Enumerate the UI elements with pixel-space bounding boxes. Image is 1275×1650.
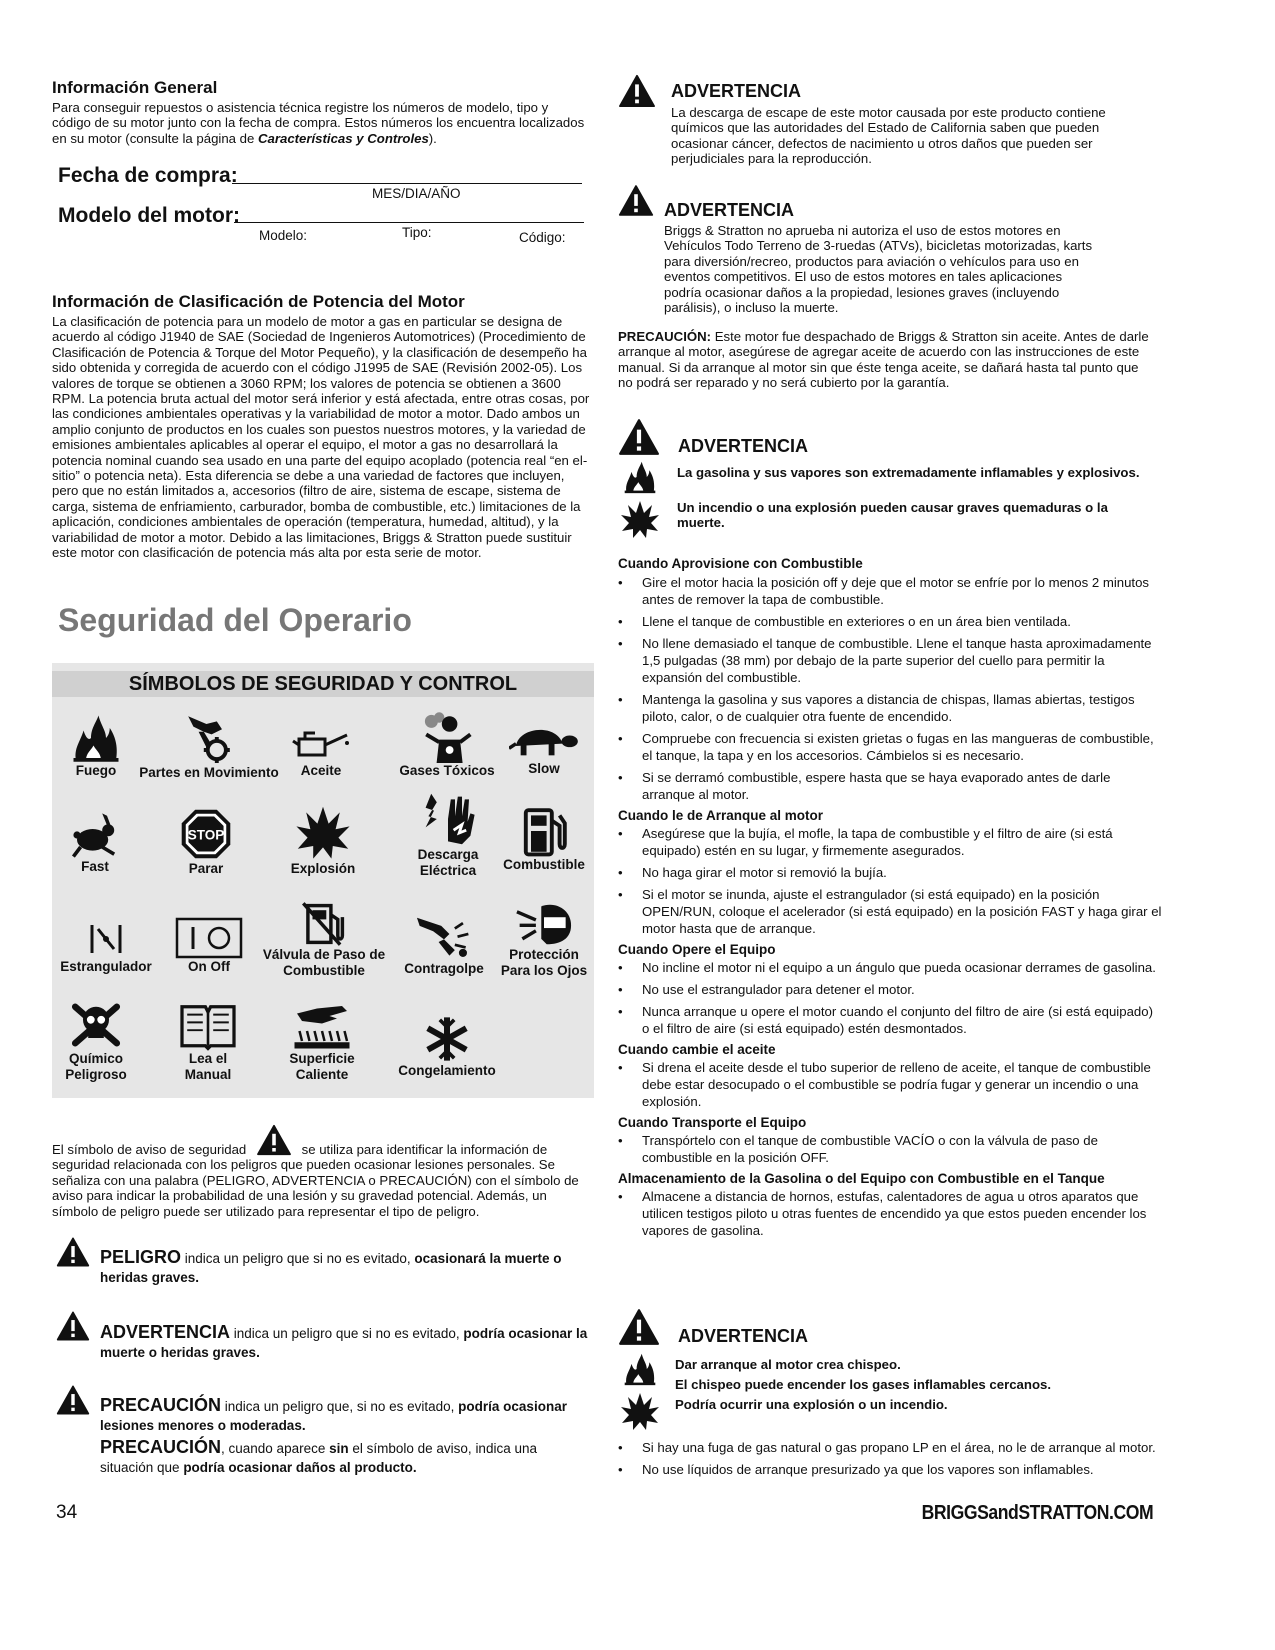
list-item: • Mantenga la gasolina y sus vapores a distancia de chispas, llamas abiertas, testigos piloto, calor, o de cualquier otra fuente de encendido. — [618, 691, 1163, 725]
list-item: • Transpórtelo con el tanque de combustible VACÍO o con la válvula de paso de combustible en la posición OFF. — [618, 1132, 1163, 1166]
symbol-stop — [170, 807, 242, 877]
warning-3-title: ADVERTENCIA — [678, 436, 809, 456]
code-hint: Código: — [519, 230, 566, 245]
list-item: • Almacene a distancia de hornos, estufas, calentadores de agua u otros aparatos que utilicen testigos piloto u otras fuentes de encendido ya que estos pueden encender los vapores de gasolina. — [618, 1188, 1163, 1239]
symbol-hot-surface — [280, 1001, 364, 1083]
caution-word-plain: PRECAUCIÓN — [100, 1437, 222, 1457]
manual-book-icon — [176, 999, 240, 1051]
warning-2-text: Briggs & Stratton no aprueba ni autoriza el uso de estos motores en Vehículos Todo Terreno de 3-ruedas (ATVs), bicicletas motorizadas, karts para diversión/recreo, productos para aviación o vehículos para uso en eventos competitivos. El uso de estos motores en tales aplicaciones podría ocasionar daños a la propiedad, lesiones graves (incluyendo parálisis), o incluso la muerte. — [664, 223, 1093, 316]
symbol-slow — [508, 717, 580, 777]
alert-symbol-explanation — [52, 1124, 590, 1219]
list-item: • Si drena el aceite desde el tubo superior de relleno de aceite, el tanque de combustible debe estar desocupado o el combustible se podría fugar y generar un incendio o una explosión. — [618, 1059, 1163, 1110]
symbol-freezing — [392, 1015, 502, 1079]
warning-3-alert-icon — [618, 418, 660, 456]
transport-list — [618, 1132, 1163, 1166]
engine-model-label: Modelo del motor: — [58, 204, 240, 227]
symbol-label: Estrangulador — [60, 959, 152, 974]
general-text-b: ). — [428, 130, 437, 146]
warning-alert-icon — [56, 1310, 90, 1342]
list-item: • Nunca arranque u opere el motor cuando el conjunto del filtro de aire (si está equipado) o el filtro de aire (si está equipado) estén desmontados. — [618, 1003, 1163, 1037]
type-hint: Tipo: — [402, 225, 432, 240]
danger-text: indica un peligro que si no es evitado, — [181, 1251, 415, 1266]
general-info-heading: Información General — [52, 78, 218, 97]
fueling-heading: Cuando Aprovisione con Combustible — [618, 556, 863, 571]
symbol-read-manual — [168, 999, 248, 1083]
transport-heading: Cuando Transporte el Equipo — [618, 1115, 807, 1130]
safety-symbols-header: SÍMBOLOS DE SEGURIDAD Y CONTROL — [52, 671, 594, 697]
warning-1-alert-icon — [618, 74, 656, 108]
oil-can-icon — [291, 725, 351, 763]
symbol-label: Fast — [81, 859, 109, 874]
symbol-moving-parts — [134, 711, 284, 781]
caution-no-oil — [618, 329, 1156, 391]
caution-definition — [100, 1396, 590, 1435]
fire-icon — [620, 1352, 660, 1386]
operator-safety-title: Seguridad del Operario — [58, 602, 412, 638]
symbol-label: Parar — [188, 861, 224, 876]
danger-definition — [100, 1248, 590, 1287]
stop-sign-text: STOP — [187, 827, 225, 843]
safety-alert-icon — [254, 1124, 294, 1156]
warning-4-line-2: El chispeo puede encender los gases inflamables cercanos. — [675, 1377, 1051, 1392]
page-number: 34 — [56, 1502, 78, 1523]
symbol-fast — [56, 811, 134, 875]
symbol-fire — [56, 713, 136, 779]
symbol-fuel-valve — [262, 901, 386, 979]
warning-text: indica un peligro que si no es evitado, — [230, 1326, 464, 1341]
list-item: • Asegúrese que la bujía, el mofle, la tapa de combustible y el filtro de aire (si está equipado) estén en su lugar, y firmemente asegurados. — [618, 825, 1163, 859]
caution2-consequence: podría ocasionar daños al producto. — [183, 1460, 417, 1475]
warning-4-alert-icon — [618, 1308, 660, 1346]
list-item: • Gire el motor hacia la posición off y deje que el motor se enfríe por lo menos 2 minutos antes de remover la tapa de combustible. — [618, 574, 1163, 608]
warning-2-alert-icon — [618, 184, 654, 217]
storage-heading: Almacenamiento de la Gasolina o del Equipo con Combustible en el Tanque — [618, 1171, 1105, 1186]
turtle-icon — [509, 717, 579, 761]
engine-model-field[interactable] — [234, 222, 584, 223]
list-item: • Compruebe con frecuencia si existen grietas o fugas en las mangueras de combustible, el tanque, la tapa y en los accesorios. Cámbielos si es necesario. — [618, 730, 1163, 764]
caution-word: PRECAUCIÓN — [100, 1395, 222, 1415]
symbol-label: Lea el Manual — [184, 1051, 232, 1082]
purchase-date-field[interactable] — [232, 183, 582, 184]
list-item: • No use el estrangulador para detener el motor. — [618, 981, 1163, 998]
fire-icon — [65, 713, 127, 763]
symbol-fuel — [498, 805, 590, 873]
fire-icon — [620, 460, 660, 494]
list-item: • Si hay una fuga de gas natural o gas propano LP en el área, no le de arranque al motor. — [618, 1439, 1163, 1456]
operating-list — [618, 959, 1163, 1037]
symbol-label: Aceite — [300, 763, 342, 778]
list-item: • Si se derramó combustible, espere hasta que se haya evaporado antes de darle arranque al motor. — [618, 769, 1163, 803]
symbol-choke — [54, 919, 158, 975]
power-rating-heading: Información de Clasificación de Potencia del Motor — [52, 292, 465, 311]
purchase-date-label: Fecha de compra: — [58, 164, 238, 187]
starting-heading: Cuando le de Arranque al motor — [618, 808, 824, 823]
symbol-toxic-gas — [392, 711, 502, 779]
symbol-kickback — [392, 915, 496, 977]
warning-4-line-3: Podría ocurrir una explosión o un incendio. — [675, 1397, 948, 1412]
symbol-label: Contragolpe — [404, 961, 484, 976]
stop-sign-icon — [179, 807, 233, 861]
symbol-label: Partes en Movimiento — [139, 765, 279, 780]
model-hint: Modelo: — [259, 228, 308, 243]
hot-surface-icon — [292, 1001, 352, 1051]
oil-change-list — [618, 1059, 1163, 1110]
caution-no-oil-text: Este motor fue despachado de Briggs & Stratton sin aceite. Antes de darle arranque al motor, asegúrese de agregar aceite de acuerdo con las instrucciones de este manual. Si da arranque al motor sin que éste tenga aceite, se dañará hasta tal punto que no podrá ser reparado y no será cubierto por la garantía. — [618, 329, 1149, 391]
choke-icon — [86, 919, 126, 959]
caution-alert-icon — [56, 1384, 90, 1416]
starting-list — [618, 825, 1163, 937]
symbol-label: Superficie Caliente — [289, 1051, 355, 1082]
explosion-icon — [620, 1390, 660, 1432]
list-item: • Llene el tanque de combustible en exteriores o en un área bien ventilada. — [618, 613, 1163, 630]
date-format-hint: MES/DIA/AÑO — [372, 186, 461, 201]
oil-change-heading: Cuando cambie el aceite — [618, 1042, 776, 1057]
toxic-gas-icon — [419, 711, 475, 763]
symbol-eye-protection — [496, 901, 592, 979]
sparking-section — [618, 1439, 1163, 1483]
warning-word: ADVERTENCIA — [100, 1322, 231, 1342]
warning-consequence: podría ocasionar la muerte o heridas graves. — [100, 1326, 588, 1360]
symbol-label: Descarga Eléctrica — [417, 847, 479, 878]
general-info-text — [52, 100, 587, 146]
symbol-label: Explosión — [290, 861, 356, 876]
symbol-label: Químico Peligroso — [65, 1051, 127, 1082]
alert-explain-b: se utiliza para identificar la información de seguridad relacionada con los peligros que pueden ocasionar lesiones personales. Se señaliza con una palabra (PELIGRO, ADVERTENCIA o PRECAUCIÓN) con el símbolo de aviso para indicar la probabilidad de una lesión y su gravedad potencial. Además, un símbolo de peligro puede ser utilizado para representar el tipo de peligro. — [52, 1142, 579, 1219]
list-item: • No haga girar el motor si removió la bujía. — [618, 864, 1163, 881]
symbol-label: Válvula de Paso de Combustible — [262, 947, 386, 978]
danger-consequence: ocasionará la muerte o heridas graves. — [100, 1251, 562, 1285]
symbol-label: Fuego — [75, 763, 117, 778]
fuel-valve-icon — [300, 901, 348, 947]
eye-protection-icon — [514, 901, 574, 947]
electric-shock-icon — [419, 791, 477, 847]
symbol-label: Slow — [528, 761, 560, 776]
general-text-link: Características y Controles — [258, 130, 429, 146]
warning-definition — [100, 1323, 600, 1362]
warning-1-text: La descarga de escape de este motor causada por este producto contiene químicos que las autoridades del Estado de California saben que pueden ocasionar cáncer, defectos de nacimiento u otros daños que pueden ser perjudiciales para la reproducción. — [671, 105, 1106, 167]
danger-word: PELIGRO — [100, 1247, 182, 1267]
kickback-icon — [414, 915, 474, 961]
alert-explain-a: El símbolo de aviso de seguridad — [52, 1142, 247, 1157]
skull-crossbones-icon — [68, 999, 124, 1051]
general-text-a: Para conseguir repuestos o asistencia técnica registre los números de modelo, tipo y código de su motor junto con la fecha de compra. Estos números los encuentra localizados en su motor (consulte la página de — [52, 100, 585, 146]
symbol-on-off — [174, 917, 244, 975]
fuel-safety-sections — [618, 556, 1163, 1244]
snowflake-icon — [423, 1015, 471, 1063]
symbol-label: Combustible — [503, 857, 585, 872]
explosion-icon — [295, 803, 351, 861]
safety-symbols-panel — [52, 663, 594, 1098]
symbol-label: Protección Para los Ojos — [500, 947, 588, 978]
warning-3-line-2: Un incendio o una explosión pueden causar graves quemaduras o la muerte. — [677, 500, 1108, 531]
list-item: • No llene demasiado el tanque de combustible. Llene el tanque hasta aproximadamente 1,5 pulgadas (38 mm) por debajo de la parte superior del cuello para permitir la expansión del combustible. — [618, 635, 1163, 686]
danger-alert-icon — [56, 1236, 90, 1268]
power-rating-text: La clasificación de potencia para un modelo de motor a gas en particular se designa de acuerdo al código J1940 de SAE (Sociedad de Ingenieros Automotrices) (Procedimiento de Clasificación de Potencia & Torque del Motor Pequeño), y la clasificación de desempeño ha sido obtenida y corregida de acuerdo con el código J1995 de SAE (Revisión 2002-05). Los valores de torque se obtienen a 3060 RPM; los valores de potencia se obtienen a 3600 RPM. La potencia bruta actual del motor será inferior y está afectada, entre otras cosas, por las condiciones ambientales operativas y la variabilidad de motor a motor. Dado ambos un amplio conjunto de productos en los cuales son puestos nuestros motores, y la variedad de emisiones ambientales aplicables al operar el equipo, el motor a gas no desarrollará la potencia nominal cuando sea usado en una parte del equipo acoplado (potencia real “en el-sitio” o potencia neta). Esta diferencia se debe a una variedad de factores que incluyen, pero que no están limitados a, accesorios (filtro de aire, sistema de escape, sistema de carga, sistema de enfriamiento, carburador, bomba de combustible, etc.) limitaciones de la aplicación, condiciones ambientales de operación (temperatura, humedad, altitud), y la variabilidad de motor a motor. Debido a las limitaciones, Briggs & Stratton puede sustituir este motor con clasificación de potencia más alta por esta serie de motor. — [52, 314, 590, 561]
list-item: • No use líquidos de arranque presurizado ya que los vapores son inflamables. — [618, 1461, 1163, 1478]
moving-parts-icon — [181, 711, 237, 763]
symbol-label: On Off — [188, 959, 230, 974]
caution2-text-b: el símbolo de aviso, indica una situación que — [100, 1441, 537, 1475]
symbol-oil — [288, 725, 354, 779]
warning-4-line-1: Dar arranque al motor crea chispeo. — [675, 1357, 901, 1372]
warning-1-title: ADVERTENCIA — [671, 81, 802, 101]
storage-list — [618, 1188, 1163, 1239]
operating-heading: Cuando Opere el Equipo — [618, 942, 776, 957]
caution2-sin: sin — [329, 1441, 349, 1456]
symbol-label: Congelamiento — [398, 1063, 496, 1078]
symbol-explosion — [280, 803, 366, 877]
rabbit-icon — [68, 811, 122, 859]
symbol-hazardous-chemical — [56, 999, 136, 1083]
symbol-label: Gases Tóxicos — [399, 763, 495, 778]
caution2-text-a: , cuando aparece — [221, 1441, 330, 1456]
caution-text: indica un peligro que, si no es evitado, — [221, 1399, 459, 1414]
caution-consequence: podría ocasionar lesiones menores o moderadas. — [100, 1399, 567, 1433]
sparking-list — [618, 1439, 1163, 1478]
warning-4-title: ADVERTENCIA — [678, 1326, 809, 1346]
list-item: • Si el motor se inunda, ajuste el estrangulador (si está equipado) en la posición OPEN/RUN, coloque el acelerador (si está equipado) en la posición FAST y haga girar el motor hasta que de arranque. — [618, 886, 1163, 937]
warning-3-line-1: La gasolina y sus vapores son extremadamente inflamables y explosivos. — [677, 465, 1140, 480]
list-item: • No incline el motor ni el equipo a un ángulo que pueda ocasionar derrames de gasolina. — [618, 959, 1163, 976]
website-url: BRIGGSandSTRATTON.COM — [921, 1502, 1153, 1524]
symbol-electric-shock — [402, 791, 494, 879]
caution-no-symbol-definition — [100, 1438, 590, 1477]
fuel-pump-icon — [517, 805, 571, 857]
on-off-icon — [175, 917, 243, 959]
explosion-icon — [620, 498, 660, 540]
warning-2-title: ADVERTENCIA — [664, 200, 795, 220]
caution-no-oil-label: PRECAUCIÓN: — [618, 329, 712, 344]
fueling-list — [618, 574, 1163, 803]
